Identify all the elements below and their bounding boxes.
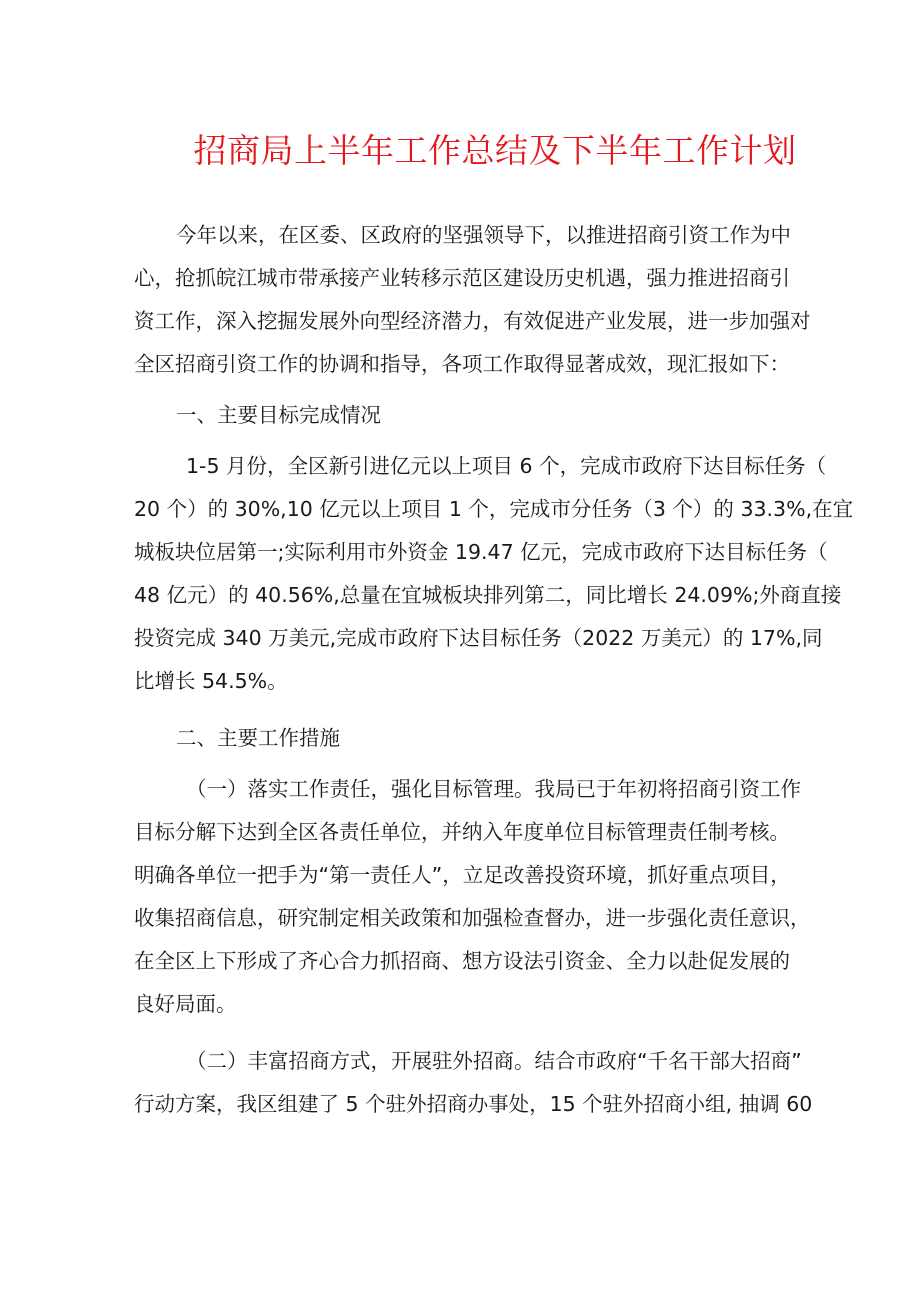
paragraph-line: 48 亿元）的 40.56%,总量在宜城板块排列第二，同比增长 24.09%;外商直接 [134,583,842,607]
document-title: 招商局上半年工作总结及下半年工作计划 [193,131,797,170]
paragraph-line: 今年以来，在区委、区政府的坚强领导下，以推进招商引资工作为中 [176,223,791,247]
paragraph-line: 行动方案，我区组建了 5 个驻外招商办事处，15 个驻外招商小组, 抽调 60 [134,1092,813,1116]
paragraph-line: 明确各单位一把手为“第一责任人”，立足改善投资环境，抓好重点项目， [134,863,791,887]
paragraph-line: 收集招商信息，研究制定相关政策和加强检查督办，进一步强化责任意识， [134,906,811,930]
paragraph-line: 良好局面。 [134,992,237,1016]
paragraph-line: 目标分解下达到全区各责任单位，并纳入年度单位目标管理责任制考核。 [134,820,790,844]
paragraph-line: 1-5 月份，全区新引进亿元以上项目 6 个，完成市政府下达目标任务（ [186,454,827,478]
section-heading-measures: 二、主要工作措施 [176,726,340,750]
document-body [134,214,854,1126]
measures-paragraph-1 [134,768,811,1026]
paragraph-line: （二）丰富招商方式，开展驻外招商。结合市政府“千名干部大招商” [186,1049,802,1073]
targets-paragraph [134,445,854,703]
paragraph-line: 资工作，深入挖掘发展外向型经济潜力，有效促进产业发展，进一步加强对 [134,309,811,333]
paragraph-line: 全区招商引资工作的协调和指导，各项工作取得显著成效，现汇报如下： [134,352,790,376]
paragraph-line: 投资完成 340 万美元,完成市政府下达目标任务（2022 万美元）的 17%,同 [134,626,823,650]
paragraph-line: 比增长 54.5%。 [134,669,288,693]
measures-paragraph-2 [134,1040,813,1126]
paragraph-line: （一）落实工作责任，强化目标管理。我局已于年初将招商引资工作 [186,777,801,801]
section-heading-targets: 一、主要目标完成情况 [176,403,381,427]
paragraph-line: 20 个）的 30%,10 亿元以上项目 1 个，完成市分任务（3 个）的 33.3%,在宜 [134,497,854,521]
intro-paragraph [134,214,811,386]
paragraph-line: 在全区上下形成了齐心合力抓招商、想方设法引资金、全力以赴促发展的 [134,949,790,973]
paragraph-line: 心，抢抓皖江城市带承接产业转移示范区建设历史机遇，强力推进招商引 [134,266,790,290]
paragraph-line: 城板块位居第一;实际利用市外资金 19.47 亿元，完成市政府下达目标任务（ [134,540,828,564]
